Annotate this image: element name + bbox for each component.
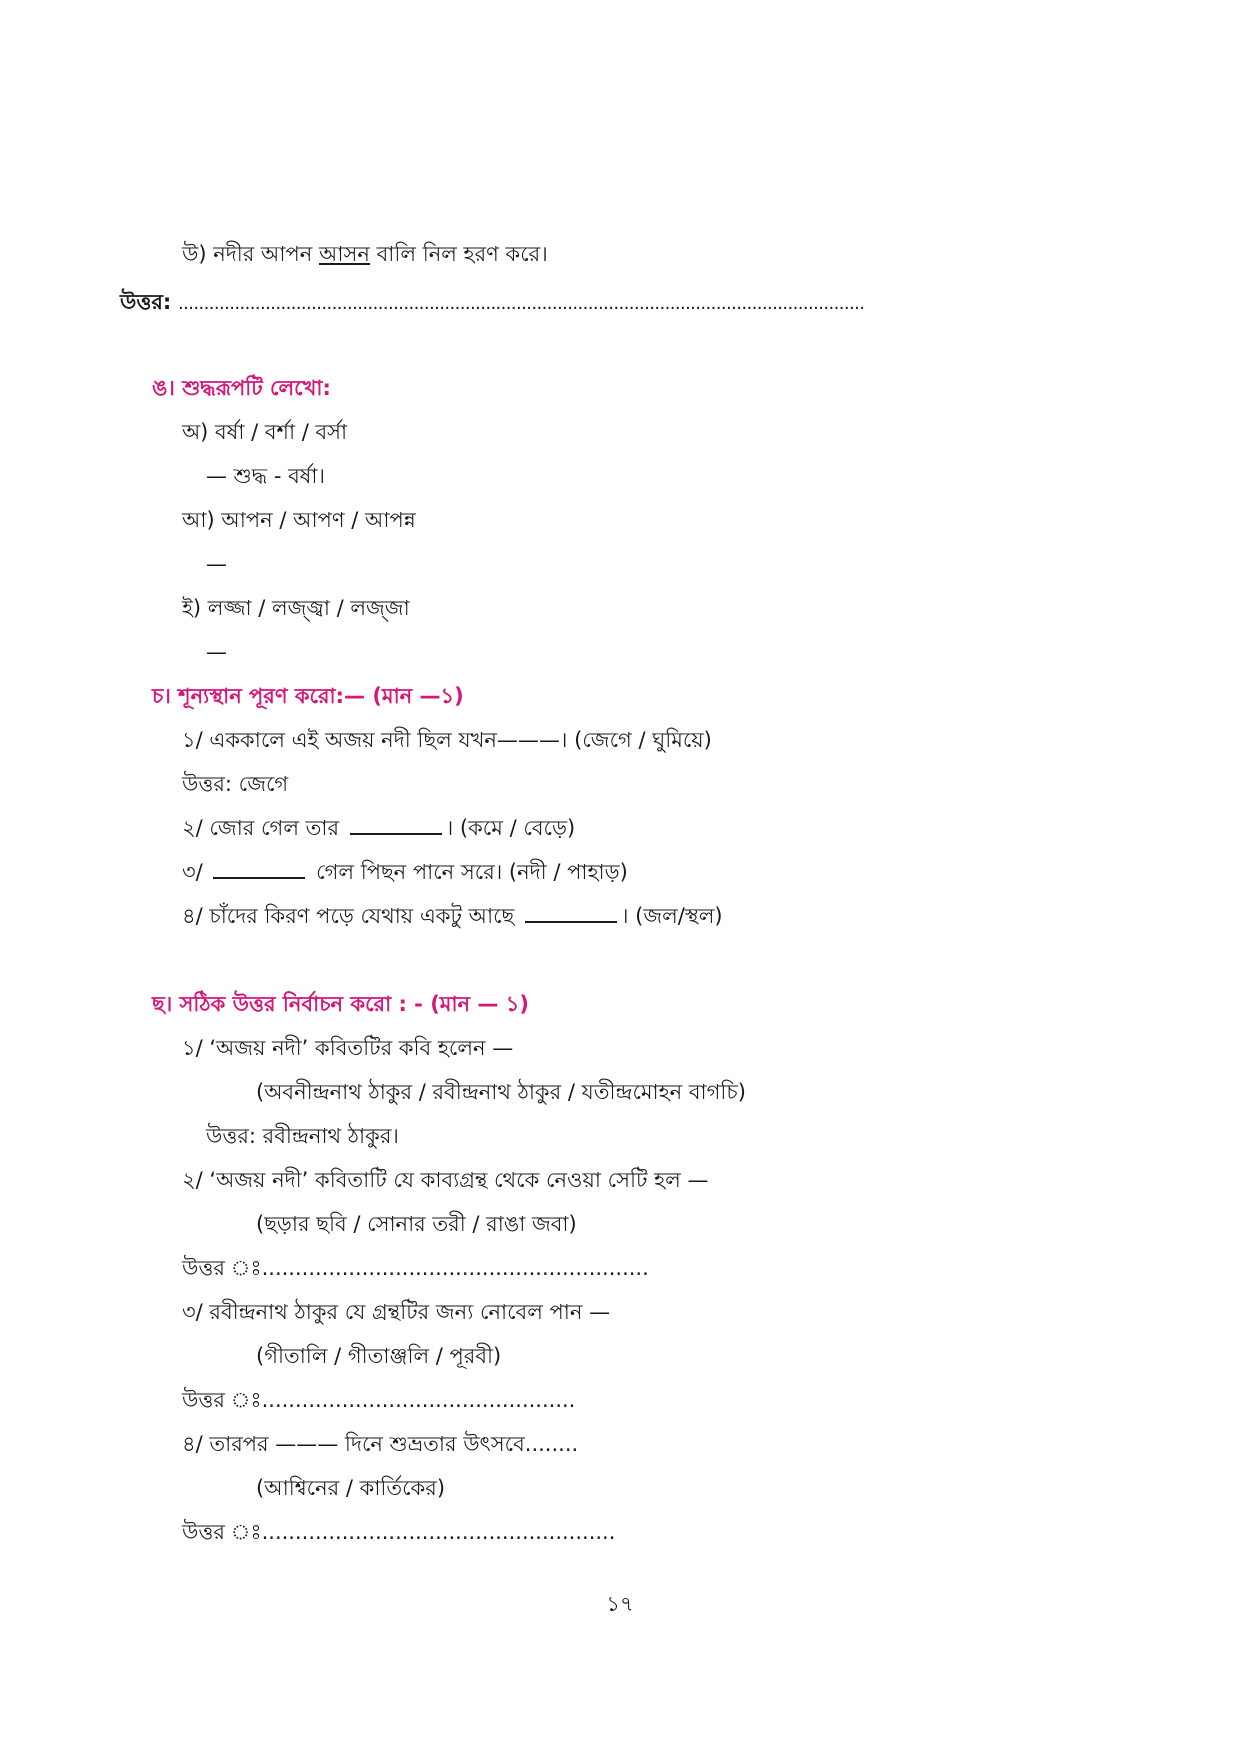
uma-q1: অ) বর্ষা / বর্শা / বর্সা <box>182 420 348 444</box>
section-chha-title: ছ। সঠিক উত্তর নির্বাচন করো : - (মান — ১) <box>152 992 529 1016</box>
uma-a2: — <box>206 552 227 576</box>
chha-o3: (গীতালি / গীতাঞ্জলি / পূরবী) <box>256 1344 502 1368</box>
chha-q1: ১/ ‘অজয় নদী’ কবিতটির কবি হলেন — <box>182 1036 514 1060</box>
uma-a1: — শুদ্ধ - বর্ষা। <box>206 464 325 488</box>
answer-label: উত্তর: <box>120 290 172 314</box>
underlined-word: আসন <box>319 242 370 266</box>
chha-a3: উত্তর ঃ............................................... <box>182 1388 576 1412</box>
chha-o4: (আশ্বিনের / কার্তিকের) <box>256 1476 446 1500</box>
cha-q1: ১/ এককালে এই অজয় নদী ছিল যখন———। (জেগে / ঘুমিয়ে) <box>182 728 712 752</box>
uma-q3: ই) লজ্জা / লজ্জ্বা / লজ্‌জা <box>182 596 410 620</box>
page-number: ১৭ <box>606 1592 634 1616</box>
blank-line <box>525 920 617 923</box>
cha-a1: উত্তর: জেগে <box>182 772 289 796</box>
chha-q3: ৩/ রবীন্দ্রনাথ ঠাকুর যে গ্রন্থটির জন্য নোবেল পান — <box>182 1300 611 1324</box>
question-u: উ) নদীর আপন আসন বালি নিল হরণ করে। <box>182 242 548 266</box>
cha-q4: ৪/ চাঁদের কিরণ পড়ে যেথায় একটু আছে । (জল/স্থল) <box>182 904 723 928</box>
uma-q2: আ) আপন / আপণ / আপন্ন <box>182 508 416 532</box>
section-uma-title: ঙ। শুদ্ধরূপটি লেখো: <box>152 376 331 400</box>
answer-dots: ...................................................................................................................................... <box>178 293 865 314</box>
chha-a2: উত্তর ঃ.......................................................... <box>182 1256 649 1280</box>
chha-o1: (অবনীন্দ্রনাথ ঠাকুর / রবীন্দ্রনাথ ঠাকুর / যতীন্দ্রমোহন বাগচি) <box>256 1080 746 1104</box>
uma-a3: — <box>206 640 227 664</box>
blank-line <box>213 876 305 879</box>
chha-o2: (ছড়ার ছবি / সোনার তরী / রাঙা জবা) <box>256 1212 577 1236</box>
answer-u <box>120 290 864 315</box>
chha-q4: ৪/ তারপর ——— দিনে শুভ্রতার উৎসবে........ <box>182 1432 579 1456</box>
section-cha-title: চ। শূন্যস্থান পূরণ করো:— (মান —১) <box>152 684 464 708</box>
blank-line <box>350 832 442 835</box>
chha-q2: ২/ ‘অজয় নদী’ কবিতাটি যে কাব্যগ্রন্থ থেকে নেওয়া সেটি হল — <box>182 1168 709 1192</box>
chha-a1: উত্তর: রবীন্দ্রনাথ ঠাকুর। <box>206 1124 399 1148</box>
cha-q2: ২/ জোর গেল তার । (কমে / বেড়ে) <box>182 816 576 840</box>
cha-q3: ৩/ গেল পিছন পানে সরে। (নদী / পাহাড়) <box>182 860 628 884</box>
chha-a4: উত্তর ঃ..................................................... <box>182 1520 616 1544</box>
